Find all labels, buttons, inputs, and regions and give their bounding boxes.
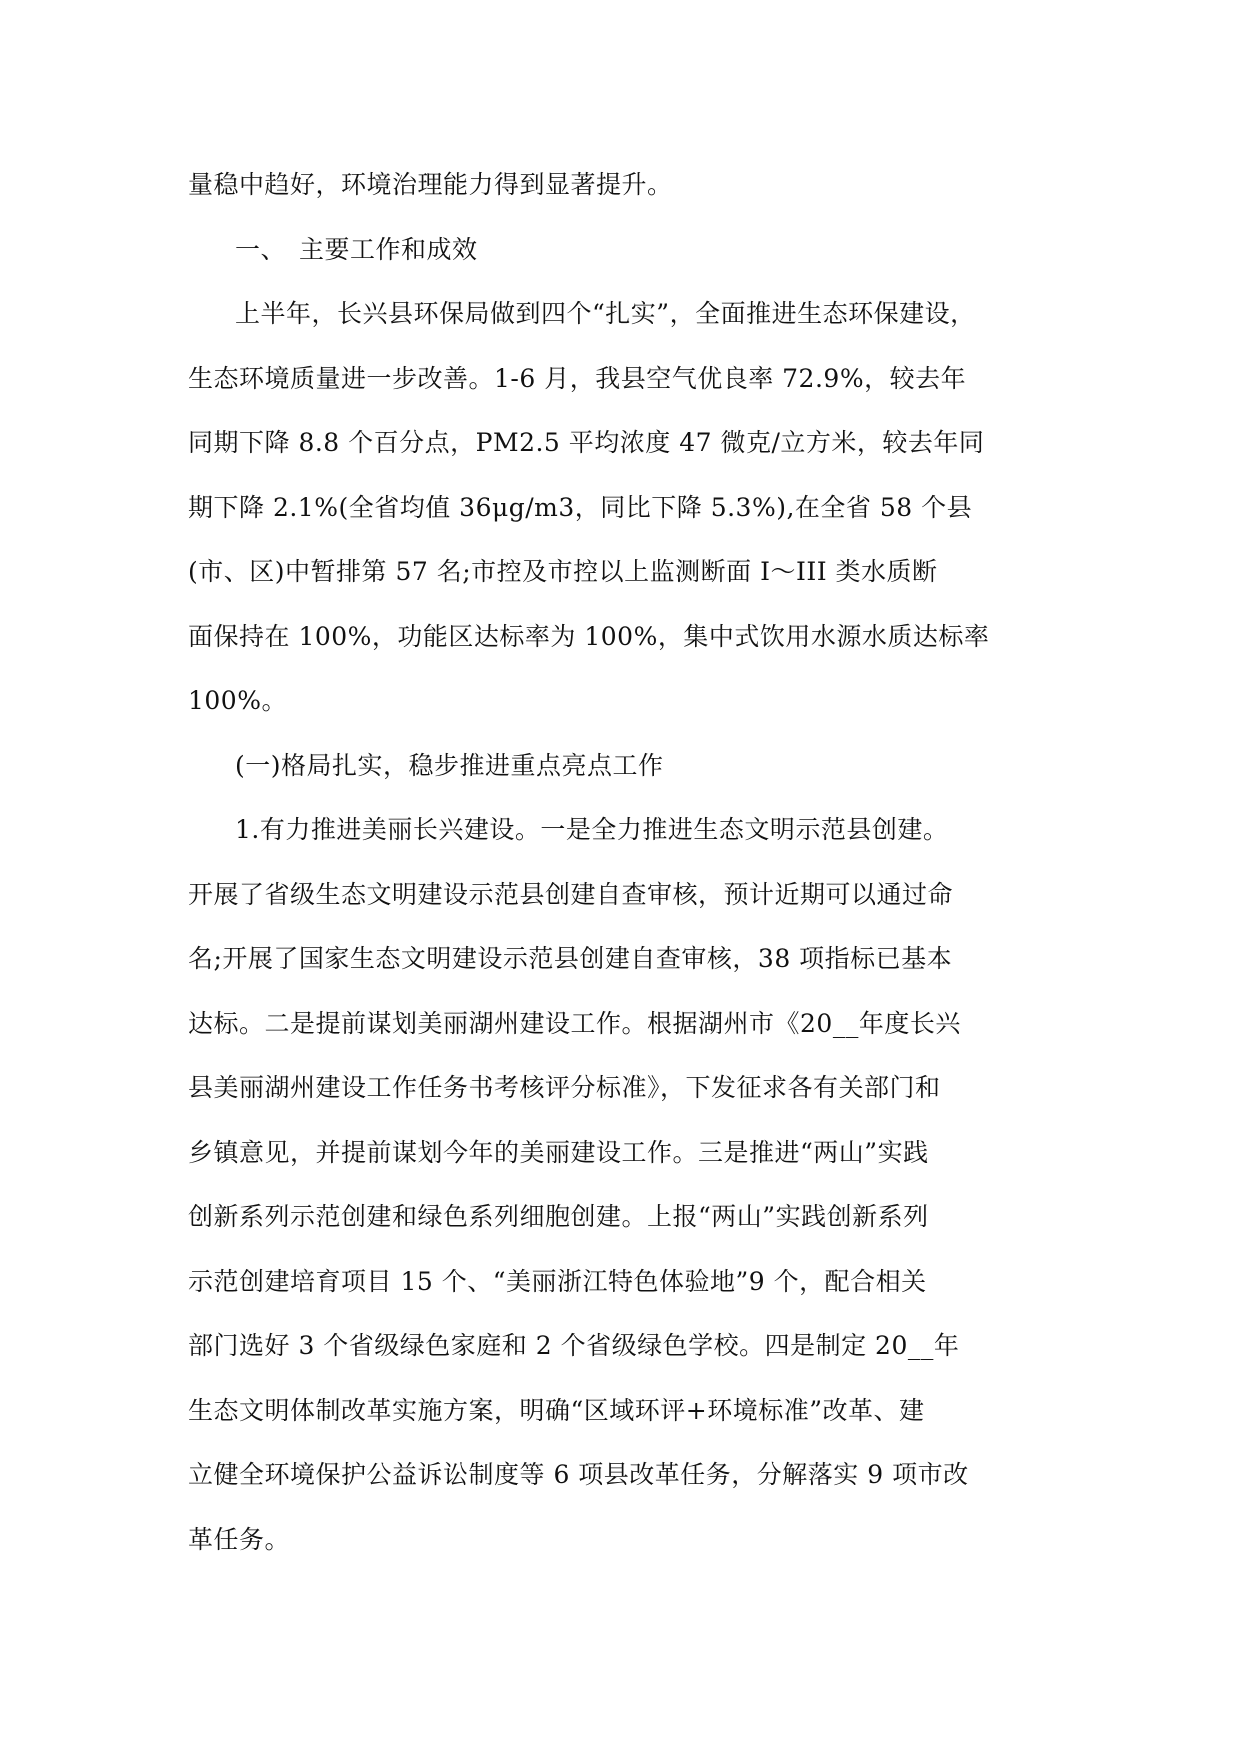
text-line-16: 乡镇意见，并提前谋划今年的美丽建设工作。三是推进“两山”实践 — [188, 1137, 929, 1167]
text-line-19: 部门选好 3 个省级绿色家庭和 2 个省级绿色学校。四是制定 20__年 — [188, 1331, 960, 1360]
text-line-21: 立健全环境保护公益诉讼制度等 6 项县改革任务，分解落实 9 项市改 — [188, 1460, 969, 1489]
text-line-13: 名;开展了国家生态文明建设示范县创建自查审核，38 项指标已基本 — [188, 944, 953, 973]
text-line-15: 县美丽湖州建设工作任务书考核评分标准》，下发征求各有关部门和 — [188, 1073, 941, 1102]
text-line-7: (市、区)中暂排第 57 名;市控及市控以上监测断面 I～III 类水质断 — [188, 557, 938, 586]
text-line-18: 示范创建培育项目 15 个、“美丽浙江特色体验地”9 个，配合相关 — [188, 1266, 927, 1296]
text-line-4: 生态环境质量进一步改善。1-6 月，我县空气优良率 72.9%，较去年 — [188, 363, 967, 393]
text-line-11: 1.有力推进美丽长兴建设。一是全力推进生态文明示范县创建。 — [235, 815, 949, 844]
text-line-17: 创新系列示范创建和绿色系列细胞创建。上报“两山”实践创新系列 — [188, 1202, 929, 1231]
text-line-22: 革任务。 — [188, 1524, 291, 1554]
text-line-12: 开展了省级生态文明建设示范县创建自查审核，预计近期可以通过命 — [188, 879, 954, 909]
text-line-5: 同期下降 8.8 个百分点，PM2.5 平均浓度 47 微克/立方米，较去年同 — [188, 428, 985, 457]
document-body — [188, 153, 1068, 1572]
text-line-9: 100%。 — [188, 686, 287, 715]
text-line-20: 生态文明体制改革实施方案，明确“区域环评+环境标准”改革、建 — [188, 1395, 925, 1425]
text-line-8: 面保持在 100%，功能区达标率为 100%，集中式饮用水源水质达标率 — [188, 621, 990, 651]
text-line-3: 上半年，长兴县环保局做到四个“扎实”，全面推进生态环保建设， — [235, 299, 976, 328]
section-heading-main-work: 一、 主要工作和成效 — [235, 234, 478, 264]
subsection-heading-1: (一)格局扎实，稳步推进重点亮点工作 — [235, 750, 664, 780]
text-line-1: 量稳中趋好，环境治理能力得到显著提升。 — [188, 170, 673, 199]
text-line-6: 期下降 2.1%(全省均值 36μg/m3，同比下降 5.3%),在全省 58 个县 — [188, 492, 973, 522]
text-line-14: 达标。二是提前谋划美丽湖州建设工作。根据湖州市《20__年度长兴 — [188, 1008, 961, 1038]
